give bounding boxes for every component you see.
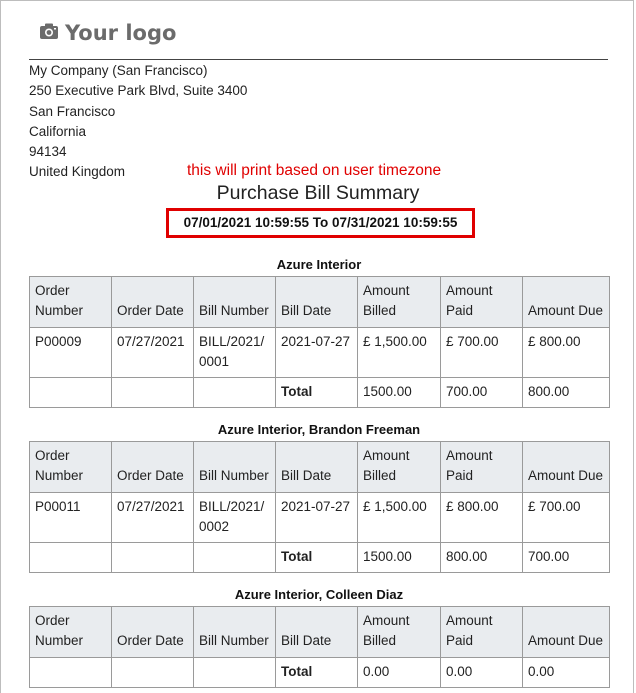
- empty-cell: [30, 658, 112, 688]
- bill-table: [29, 606, 610, 688]
- table-header-row: [30, 607, 610, 658]
- empty-cell: [30, 378, 112, 408]
- amount-due: £ 800.00: [523, 328, 610, 378]
- total-label: Total: [276, 378, 358, 408]
- col-amount-paid: Amount Paid: [441, 442, 523, 493]
- col-bill-number: Bill Number: [194, 607, 276, 658]
- empty-cell: [194, 378, 276, 408]
- empty-cell: [194, 543, 276, 573]
- total-billed: 1500.00: [358, 543, 441, 573]
- empty-cell: [112, 378, 194, 408]
- total-row: [30, 378, 610, 408]
- company-logo: [39, 21, 176, 45]
- table-header-row: [30, 277, 610, 328]
- empty-cell: [194, 658, 276, 688]
- col-order-number: Order Number: [30, 607, 112, 658]
- amount-due: £ 700.00: [523, 493, 610, 543]
- header-divider: [29, 59, 608, 60]
- total-billed: 1500.00: [358, 378, 441, 408]
- total-billed: 0.00: [358, 658, 441, 688]
- timezone-annotation: this will print based on user timezone: [187, 162, 442, 179]
- order-number: P00011: [30, 493, 112, 543]
- col-bill-number: Bill Number: [194, 442, 276, 493]
- col-order-date: Order Date: [112, 442, 194, 493]
- company-name: My Company (San Francisco): [29, 63, 208, 78]
- date-range: 07/01/2021 10:59:55 To 07/31/2021 10:59:55: [166, 208, 475, 238]
- col-amount-billed: Amount Billed: [358, 277, 441, 328]
- total-label: Total: [276, 658, 358, 688]
- bill-number: BILL/2021/0001: [194, 328, 276, 378]
- total-label: Total: [276, 543, 358, 573]
- col-amount-billed: Amount Billed: [358, 607, 441, 658]
- table-row: [30, 328, 610, 378]
- col-order-number: Order Number: [30, 277, 112, 328]
- col-order-number: Order Number: [30, 442, 112, 493]
- table-header-row: [30, 442, 610, 493]
- amount-billed: £ 1,500.00: [358, 493, 441, 543]
- col-amount-paid: Amount Paid: [441, 277, 523, 328]
- total-row: [30, 543, 610, 573]
- order-date: 07/27/2021: [112, 328, 194, 378]
- order-date: 07/27/2021: [112, 493, 194, 543]
- empty-cell: [112, 543, 194, 573]
- col-bill-number: Bill Number: [194, 277, 276, 328]
- total-paid: 800.00: [441, 543, 523, 573]
- amount-paid: £ 700.00: [441, 328, 523, 378]
- amount-paid: £ 800.00: [441, 493, 523, 543]
- amount-billed: £ 1,500.00: [358, 328, 441, 378]
- company-country: United Kingdom: [29, 164, 126, 180]
- total-due: 700.00: [523, 543, 610, 573]
- col-amount-due: Amount Due: [523, 277, 610, 328]
- bill-table: [29, 441, 610, 573]
- vendor-heading: Azure Interior, Colleen Diaz: [234, 587, 404, 602]
- company-state: California: [29, 123, 87, 139]
- camera-icon: [39, 22, 65, 45]
- vendor-heading: Azure Interior: [276, 257, 362, 272]
- col-amount-due: Amount Due: [523, 607, 610, 658]
- empty-cell: [112, 658, 194, 688]
- logo-text: Your logo: [65, 21, 177, 45]
- order-number: P00009: [30, 328, 112, 378]
- col-bill-date: Bill Date: [276, 607, 358, 658]
- company-street: 250 Executive Park Blvd, Suite 3400: [29, 83, 248, 99]
- total-paid: 0.00: [441, 658, 523, 688]
- vendor-heading: Azure Interior, Brandon Freeman: [217, 422, 421, 437]
- total-paid: 700.00: [441, 378, 523, 408]
- total-row: [30, 658, 610, 688]
- col-order-date: Order Date: [112, 277, 194, 328]
- bill-table: [29, 276, 610, 408]
- col-order-date: Order Date: [112, 607, 194, 658]
- company-zip: 94134: [29, 144, 67, 160]
- empty-cell: [30, 543, 112, 573]
- col-amount-due: Amount Due: [523, 442, 610, 493]
- report-title: Purchase Bill Summary: [216, 182, 420, 204]
- table-row: [30, 493, 610, 543]
- col-amount-paid: Amount Paid: [441, 607, 523, 658]
- col-amount-billed: Amount Billed: [358, 442, 441, 493]
- company-city: San Francisco: [29, 103, 116, 119]
- bill-date: 2021-07-27: [276, 328, 358, 378]
- bill-number: BILL/2021/0002: [194, 493, 276, 543]
- bill-date: 2021-07-27: [276, 493, 358, 543]
- total-due: 0.00: [523, 658, 610, 688]
- col-bill-date: Bill Date: [276, 442, 358, 493]
- col-bill-date: Bill Date: [276, 277, 358, 328]
- total-due: 800.00: [523, 378, 610, 408]
